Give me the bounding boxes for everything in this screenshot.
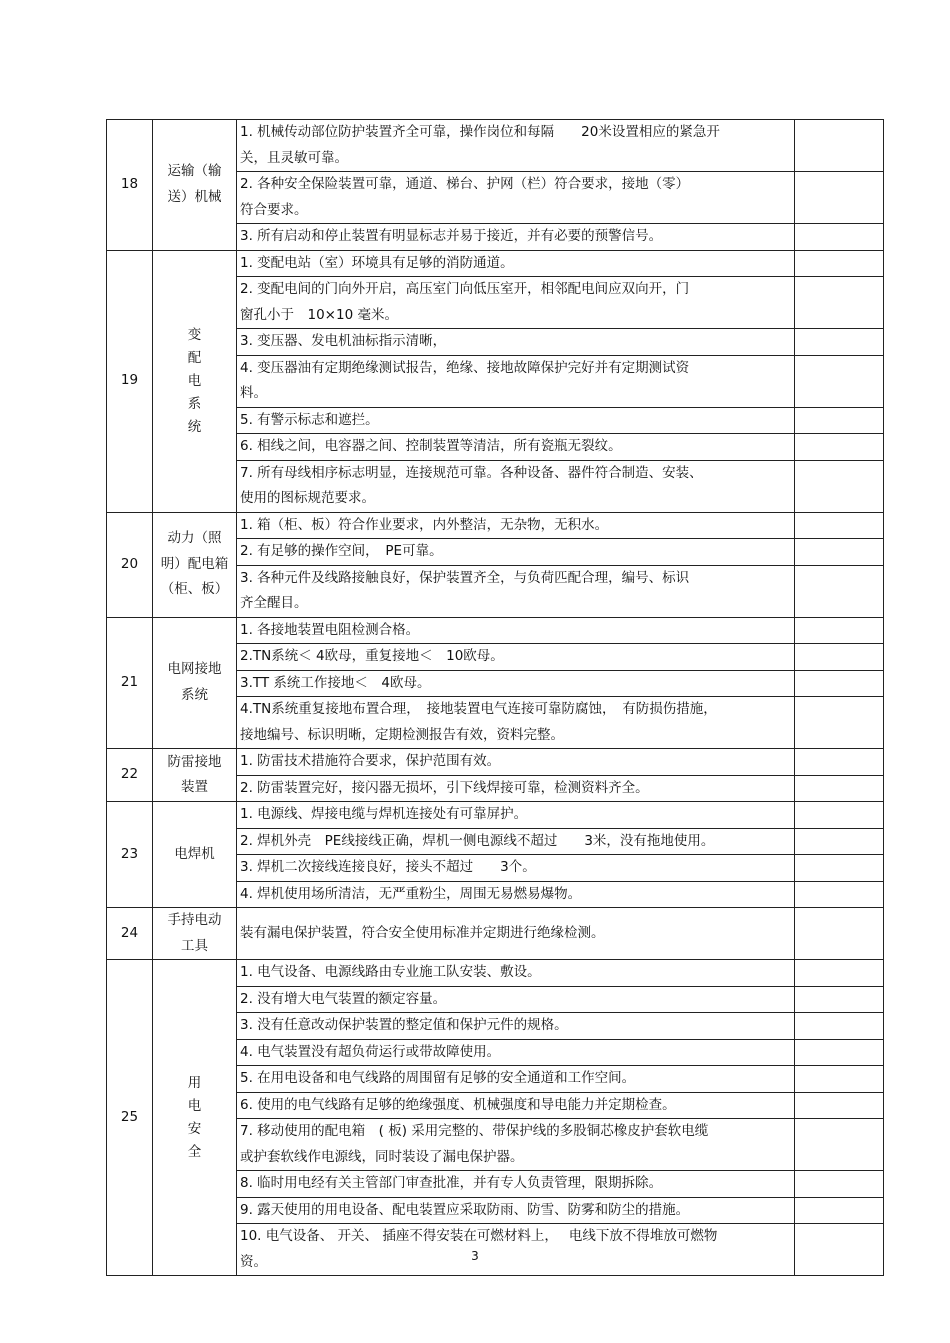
requirement-line: 1. 电气设备、电源线路由专业施工队安装、敷设。 <box>240 964 541 980</box>
requirement-line: 2. 有足够的操作空间， PE可靠。 <box>240 543 443 559</box>
requirement-text <box>237 434 795 461</box>
item-category <box>153 960 237 1276</box>
table-row <box>107 120 884 172</box>
table-row <box>107 749 884 776</box>
requirement-line: 2. 变配电间的门向外开启，高压室门向低压室开，相邻配电间应双向开，门 <box>240 281 690 297</box>
requirement-line: 3. 各种元件及线路接触良好，保护装置齐全，与负荷匹配合理，编号、标识 <box>240 569 690 586</box>
item-number: 24 <box>107 908 153 960</box>
requirement-line: 或护套软线作电源线，同时装设了漏电保护器。 <box>240 1148 524 1165</box>
requirement-text <box>237 355 795 407</box>
requirement-text <box>237 277 795 329</box>
category-line: 电焊机 <box>174 845 215 862</box>
requirement-text <box>237 617 795 644</box>
check-result-cell[interactable] <box>795 539 884 566</box>
category-line: 用 <box>187 1074 202 1091</box>
item-number: 25 <box>107 960 153 1276</box>
table-row <box>107 512 884 539</box>
item-number: 22 <box>107 749 153 802</box>
check-result-cell[interactable] <box>795 1039 884 1066</box>
check-result-cell[interactable] <box>795 277 884 329</box>
check-result-cell[interactable] <box>795 881 884 908</box>
requirement-text <box>237 986 795 1013</box>
category-line: （柜、板） <box>160 581 229 598</box>
requirement-line: 1. 防雷技术措施符合要求，保护范围有效。 <box>240 753 501 769</box>
requirement-line: 4. 变压器油有定期绝缘测试报告，绝缘、接地故障保护完好并有定期测试资 <box>240 359 690 376</box>
category-line: 统 <box>187 418 202 435</box>
table-row <box>107 960 884 987</box>
requirement-line: 5. 有警示标志和遮拦。 <box>240 411 379 428</box>
requirement-line: 4.TN系统重复接地布置合理， 接地装置电气连接可靠防腐蚀， 有防损伤措施， <box>240 701 717 717</box>
category-line: 电 <box>187 372 202 389</box>
requirement-line: 3. 变压器、发电机油标指示清晰， <box>240 333 447 349</box>
category-line: 运输（输 <box>167 163 222 180</box>
check-result-cell[interactable] <box>795 670 884 697</box>
requirement-text <box>237 1066 795 1093</box>
requirement-line: 2. 焊机外壳 PE线接线正确，焊机一侧电源线不超过 3米，没有拖地使用。 <box>240 832 715 849</box>
check-result-cell[interactable] <box>795 1197 884 1224</box>
check-result-cell[interactable] <box>795 1171 884 1198</box>
requirement-line: 齐全醒目。 <box>240 595 308 611</box>
requirement-text <box>237 749 795 776</box>
check-result-cell[interactable] <box>795 644 884 671</box>
category-line: 系统 <box>181 686 208 703</box>
requirement-line: 料。 <box>240 385 267 401</box>
requirement-line: 关，且灵敏可靠。 <box>240 149 348 166</box>
check-result-cell[interactable] <box>795 434 884 461</box>
check-result-cell[interactable] <box>795 986 884 1013</box>
check-result-cell[interactable] <box>795 407 884 434</box>
check-result-cell[interactable] <box>795 1092 884 1119</box>
check-result-cell[interactable] <box>795 120 884 172</box>
category-line: 变 <box>187 326 202 343</box>
requirement-line: 1. 变配电站（室）环境具有足够的消防通道。 <box>240 254 514 271</box>
category-line: 电网接地 <box>167 661 222 678</box>
requirement-text <box>237 329 795 356</box>
requirement-text <box>237 802 795 829</box>
requirement-line: 2. 没有增大电气装置的额定容量。 <box>240 990 447 1007</box>
page-number: 3 <box>471 1249 479 1263</box>
requirement-text <box>237 120 795 172</box>
table-body <box>107 120 884 1276</box>
requirement-line: 1. 机械传动部位防护装置齐全可靠，操作岗位和每隔 20米设置相应的紧急开 <box>240 124 720 140</box>
category-line: 安 <box>187 1120 202 1137</box>
check-result-cell[interactable] <box>795 1013 884 1040</box>
category-line: 装置 <box>181 779 208 795</box>
requirement-text <box>237 1039 795 1066</box>
requirement-text <box>237 697 795 749</box>
requirement-text <box>237 908 795 960</box>
requirement-line: 接地编号、标识明晰，定期检测报告有效，资料完整。 <box>240 726 564 743</box>
requirement-line: 10. 电气设备、 开关、 插座不得安装在可燃材料上， 电线下放不得堆放可燃物 <box>240 1228 718 1244</box>
requirement-text <box>237 1197 795 1224</box>
item-category <box>153 617 237 749</box>
requirement-line: 5. 在用电设备和电气线路的周围留有足够的安全通道和工作空间。 <box>240 1070 636 1086</box>
item-category <box>153 512 237 617</box>
requirement-text <box>237 224 795 251</box>
requirement-line: 6. 使用的电气线路有足够的绝缘强度、机械强度和导电能力并定期检查。 <box>240 1096 676 1113</box>
requirement-line: 装有漏电保护装置，符合安全使用标准并定期进行绝缘检测。 <box>240 924 605 941</box>
category-line: 全 <box>187 1143 202 1160</box>
item-category <box>153 908 237 960</box>
requirement-text <box>237 1013 795 1040</box>
requirement-text <box>237 512 795 539</box>
requirement-text <box>237 828 795 855</box>
category-line: 系 <box>187 395 202 412</box>
category-line: 送）机械 <box>167 188 222 205</box>
check-result-cell[interactable] <box>795 172 884 224</box>
item-number: 23 <box>107 802 153 908</box>
requirement-text <box>237 460 795 512</box>
category-line: 动力（照 <box>167 530 222 547</box>
requirement-line: 1. 箱（柜、板）符合作业要求，内外整洁，无杂物，无积水。 <box>240 516 609 533</box>
requirement-text <box>237 539 795 566</box>
check-result-cell[interactable] <box>795 329 884 356</box>
requirement-text <box>237 1119 795 1171</box>
table-row <box>107 802 884 829</box>
requirement-text <box>237 250 795 277</box>
check-result-cell[interactable] <box>795 1066 884 1093</box>
requirement-text <box>237 407 795 434</box>
check-result-cell[interactable] <box>795 908 884 960</box>
requirement-line: 资。 <box>240 1253 267 1270</box>
requirement-line: 2. 防雷装置完好，接闪器无损坏，引下线焊接可靠，检测资料齐全。 <box>240 779 649 796</box>
item-number: 21 <box>107 617 153 749</box>
requirement-line: 3.TT 系统工作接地＜ 4欧母。 <box>240 674 431 691</box>
check-result-cell[interactable] <box>795 697 884 749</box>
requirement-line: 1. 电源线、焊接电缆与焊机连接处有可靠屏护。 <box>240 806 528 822</box>
check-result-cell[interactable] <box>795 250 884 277</box>
category-line: 手持电动 <box>167 912 222 928</box>
requirement-text <box>237 960 795 987</box>
check-result-cell[interactable] <box>795 960 884 987</box>
item-category <box>153 120 237 251</box>
table-row <box>107 908 884 960</box>
check-result-cell[interactable] <box>795 617 884 644</box>
category-line: 明）配电箱 <box>160 555 229 572</box>
category-line: 防雷接地 <box>167 753 222 770</box>
requirement-text <box>237 644 795 671</box>
table-row <box>107 250 884 277</box>
requirement-text <box>237 881 795 908</box>
requirement-line: 4. 焊机使用场所清洁，无严重粉尘，周围无易燃易爆物。 <box>240 885 582 902</box>
category-line: 电 <box>187 1097 202 1114</box>
requirement-line: 3. 没有任意改动保护装置的整定值和保护元件的规格。 <box>240 1017 568 1033</box>
requirement-line: 4. 电气装置没有超负荷运行或带故障使用。 <box>240 1043 501 1060</box>
item-category <box>153 749 237 802</box>
requirement-text <box>237 670 795 697</box>
item-number: 20 <box>107 512 153 617</box>
check-result-cell[interactable] <box>795 1119 884 1171</box>
check-result-cell[interactable] <box>795 749 884 776</box>
requirement-line: 8. 临时用电经有关主管部门审查批准，并有专人负责管理，限期拆除。 <box>240 1175 663 1191</box>
check-result-cell[interactable] <box>795 565 884 617</box>
requirement-line: 2. 各种安全保险装置可靠，通道、梯台、护网（栏）符合要求，接地（零） <box>240 176 690 192</box>
category-line: 工具 <box>181 937 208 954</box>
item-number: 18 <box>107 120 153 251</box>
requirement-line: 符合要求。 <box>240 201 308 218</box>
requirement-line: 2.TN系统＜ 4欧母，重复接地＜ 10欧母。 <box>240 648 504 664</box>
check-result-cell[interactable] <box>795 460 884 512</box>
requirement-text <box>237 855 795 882</box>
requirement-text <box>237 172 795 224</box>
requirement-line: 窗孔小于 10×10 毫米。 <box>240 306 398 323</box>
item-category <box>153 250 237 512</box>
item-category <box>153 802 237 908</box>
requirement-line: 7. 所有母线相序标志明显，连接规范可靠。各种设备、器件符合制造、安装、 <box>240 464 703 481</box>
requirement-line: 7. 移动使用的配电箱 ( 板) 采用完整的、带保护线的多股铜芯橡皮护套软电缆 <box>240 1123 709 1139</box>
item-number: 19 <box>107 250 153 512</box>
requirement-line: 3. 焊机二次接线连接良好，接头不超过 3个。 <box>240 859 536 875</box>
requirement-line: 1. 各接地装置电阻检测合格。 <box>240 621 420 638</box>
check-result-cell[interactable] <box>795 355 884 407</box>
category-line: 配 <box>187 349 202 366</box>
requirement-line: 9. 露天使用的用电设备、配电装置应采取防雨、防雪、防雾和防尘的措施。 <box>240 1201 690 1218</box>
requirement-line: 3. 所有启动和停止装置有明显标志并易于接近，并有必要的预警信号。 <box>240 228 663 244</box>
check-result-cell[interactable] <box>795 855 884 882</box>
check-result-cell[interactable] <box>795 512 884 539</box>
check-result-cell[interactable] <box>795 828 884 855</box>
check-result-cell[interactable] <box>795 224 884 251</box>
table-row <box>107 617 884 644</box>
check-result-cell[interactable] <box>795 802 884 829</box>
requirement-text <box>237 775 795 802</box>
requirement-line: 6. 相线之间，电容器之间、控制装置等清洁，所有瓷瓶无裂纹。 <box>240 438 622 454</box>
requirement-text <box>237 565 795 617</box>
requirement-text <box>237 1171 795 1198</box>
requirement-text <box>237 1092 795 1119</box>
check-result-cell[interactable] <box>795 775 884 802</box>
requirement-line: 使用的图标规范要求。 <box>240 490 375 506</box>
safety-checklist-table <box>106 119 884 1276</box>
